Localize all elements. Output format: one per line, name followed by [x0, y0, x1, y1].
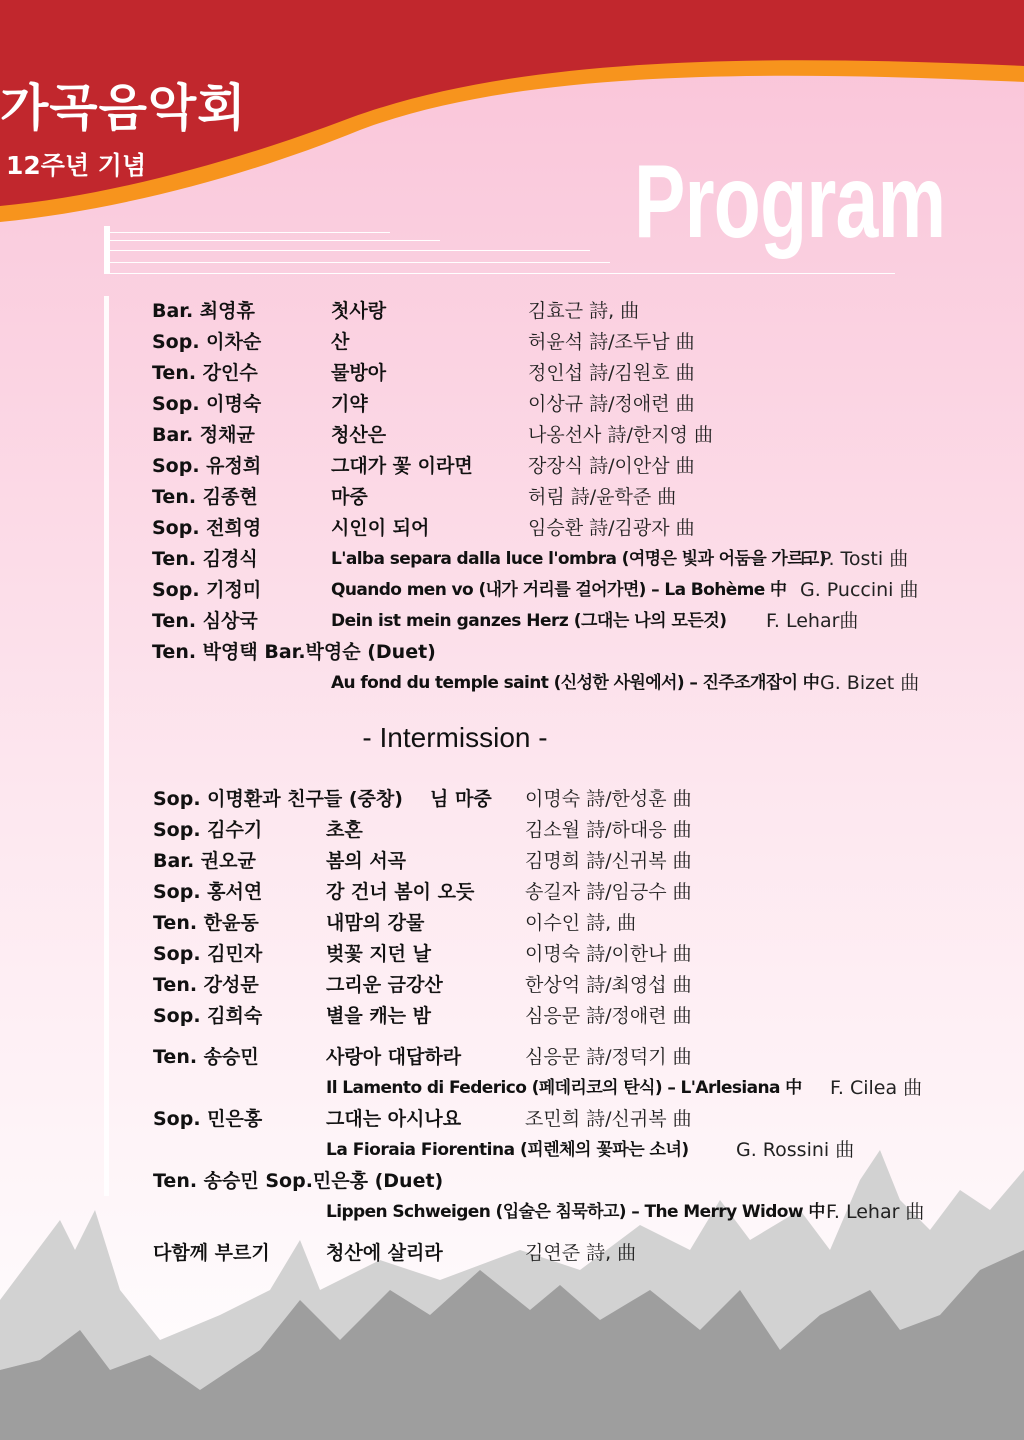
composer-credit: 장장식 詩/이안삼 曲 — [528, 455, 695, 477]
song-title: 산 — [331, 331, 350, 353]
performer: Sop. 민은홍 — [153, 1108, 263, 1130]
song-title: 내맘의 강물 — [326, 912, 425, 934]
program-row — [0, 327, 1024, 358]
program-row — [0, 1001, 1024, 1032]
program-row — [0, 1042, 1024, 1073]
song-title: 강 건너 봄이 오듯 — [326, 881, 475, 903]
performer: Ten. 송승민 — [153, 1046, 259, 1068]
deco-line-3 — [110, 250, 590, 251]
concert-subtitle: 12주년 기념 — [6, 151, 147, 180]
performer: 다함께 부르기 — [153, 1242, 270, 1264]
song-title: L'alba separa dalla luce l'ombra (여명은 빛과 어둠을 가르고) — [331, 549, 827, 569]
song-title: 물방아 — [331, 362, 387, 384]
performer: Ten. 강성문 — [153, 974, 259, 996]
song-title: Lippen Schweigen (입술은 침묵하고) – The Merry Widow 中 — [326, 1202, 825, 1222]
song-title: 초혼 — [326, 819, 363, 841]
song-title: 청산은 — [331, 424, 387, 446]
song-title: Quando men vo (내가 거리를 걸어가면) – La Bohème 中 — [331, 580, 787, 600]
composer-credit: 김명희 詩/신귀복 曲 — [525, 850, 692, 872]
program-heading: Program — [634, 144, 946, 260]
program-row — [0, 637, 1024, 668]
performer: Bar. 정채균 — [152, 424, 255, 446]
song-title: 그대는 아시나요 — [326, 1108, 462, 1130]
composer-credit: F. Lehar曲 — [766, 610, 859, 632]
performer: Bar. 최영휴 — [152, 300, 255, 322]
performer: Sop. 전희영 — [152, 517, 262, 539]
composer-credit: 김소월 詩/하대응 曲 — [525, 819, 692, 841]
program-row — [0, 1135, 1024, 1166]
song-title: 님 마중 — [430, 788, 492, 810]
program-row — [0, 606, 1024, 637]
composer-credit: 김효근 詩, 曲 — [528, 300, 640, 322]
program-row — [0, 1104, 1024, 1135]
composer-credit: 임승환 詩/김광자 曲 — [528, 517, 695, 539]
song-title: Il Lamento di Federico (페데리코의 탄식) – L'Arlesiana 中 — [326, 1078, 802, 1098]
song-title: 별을 캐는 밤 — [326, 1005, 431, 1027]
program-row — [0, 358, 1024, 389]
composer-credit: 한상억 詩/최영섭 曲 — [525, 974, 692, 996]
performer: Ten. 송승민 Sop.민은홍 (Duet) — [153, 1170, 444, 1192]
song-title: 사랑아 대답하라 — [326, 1046, 462, 1068]
program-row — [0, 1166, 1024, 1197]
program-row — [0, 513, 1024, 544]
intermission-label: - Intermission - — [362, 722, 548, 753]
composer-credit: 조민희 詩/신귀복 曲 — [525, 1108, 692, 1130]
song-title: 기약 — [331, 393, 368, 415]
performer: Sop. 홍서연 — [153, 881, 263, 903]
song-title: 청산에 살리라 — [326, 1242, 443, 1264]
song-title: Au fond du temple saint (신성한 사원에서) – 진주조개잡이 中 — [331, 673, 820, 693]
program-row — [0, 451, 1024, 482]
program-row — [0, 575, 1024, 606]
program-row — [0, 970, 1024, 1001]
program-row — [0, 784, 1024, 815]
program-row — [0, 877, 1024, 908]
song-title: 시인이 되어 — [331, 517, 430, 539]
composer-credit: 나옹선사 詩/한지영 曲 — [528, 424, 713, 446]
composer-credit: G. Puccini 曲 — [800, 579, 919, 601]
program-row — [0, 668, 1024, 699]
deco-line-1 — [110, 232, 390, 233]
program-row — [0, 420, 1024, 451]
deco-line-5 — [110, 273, 895, 274]
performer: Sop. 이명숙 — [152, 393, 262, 415]
program-row — [0, 1197, 1024, 1228]
composer-credit: 송길자 詩/임긍수 曲 — [525, 881, 692, 903]
composer-credit: 김연준 詩, 曲 — [525, 1242, 637, 1264]
deco-line-2 — [110, 240, 440, 241]
performer: Sop. 유정희 — [152, 455, 262, 477]
deco-line-4 — [110, 262, 610, 263]
composer-credit: 이수인 詩, 曲 — [525, 912, 637, 934]
performer: Ten. 강인수 — [152, 362, 258, 384]
performer: Bar. 권오균 — [153, 850, 256, 872]
performer: Sop. 김수기 — [153, 819, 263, 841]
composer-credit: 허림 詩/윤학준 曲 — [528, 486, 677, 508]
composer-credit: 이상규 詩/정애련 曲 — [528, 393, 695, 415]
song-title: Dein ist mein ganzes Herz (그대는 나의 모든것) — [331, 611, 727, 631]
composer-credit: 허윤석 詩/조두남 曲 — [528, 331, 695, 353]
program-row — [0, 482, 1024, 513]
composer-credit: G. Bizet 曲 — [820, 672, 920, 694]
song-title: 마중 — [331, 486, 368, 508]
performer: Sop. 김희숙 — [153, 1005, 263, 1027]
concert-title: 가곡음악회 — [0, 79, 247, 137]
performer: Sop. 김민자 — [153, 943, 263, 965]
composer-credit: F. P. Tosti 曲 — [800, 548, 909, 570]
song-title: 그대가 꽃 이라면 — [331, 455, 473, 477]
program-row — [0, 939, 1024, 970]
composer-credit: 이명숙 詩/이한나 曲 — [525, 943, 692, 965]
program-row — [0, 296, 1024, 327]
performer: Ten. 심상국 — [152, 610, 258, 632]
song-title: La Fioraia Fiorentina (피렌체의 꽃파는 소녀) — [326, 1140, 689, 1160]
program-row — [0, 1073, 1024, 1104]
song-title: 벚꽃 지던 날 — [326, 943, 431, 965]
song-title: 그리운 금강산 — [326, 974, 443, 996]
composer-credit: F. Cilea 曲 — [830, 1077, 923, 1099]
performer: Sop. 이명환과 친구들 (중창) — [153, 788, 403, 810]
performer: Ten. 박영택 Bar.박영순 (Duet) — [152, 641, 436, 663]
program-row — [0, 544, 1024, 575]
song-title: 봄의 서곡 — [326, 850, 407, 872]
program-row — [0, 389, 1024, 420]
performer: Sop. 이차순 — [152, 331, 262, 353]
composer-credit: 이명숙 詩/한성훈 曲 — [525, 788, 692, 810]
performer: Sop. 기정미 — [152, 579, 262, 601]
composer-credit: 정인섭 詩/김원호 曲 — [528, 362, 695, 384]
program-row — [0, 908, 1024, 939]
composer-credit: 심응문 詩/정애련 曲 — [525, 1005, 692, 1027]
song-title: 첫사랑 — [331, 300, 387, 322]
program-row — [0, 846, 1024, 877]
composer-credit: G. Rossini 曲 — [736, 1139, 855, 1161]
performer: Ten. 김경식 — [152, 548, 258, 570]
program-row — [0, 1238, 1024, 1269]
performer: Ten. 한윤동 — [153, 912, 259, 934]
composer-credit: F. Lehar 曲 — [826, 1201, 925, 1223]
composer-credit: 심응문 詩/정덕기 曲 — [525, 1046, 692, 1068]
performer: Ten. 김종현 — [152, 486, 258, 508]
program-row — [0, 815, 1024, 846]
